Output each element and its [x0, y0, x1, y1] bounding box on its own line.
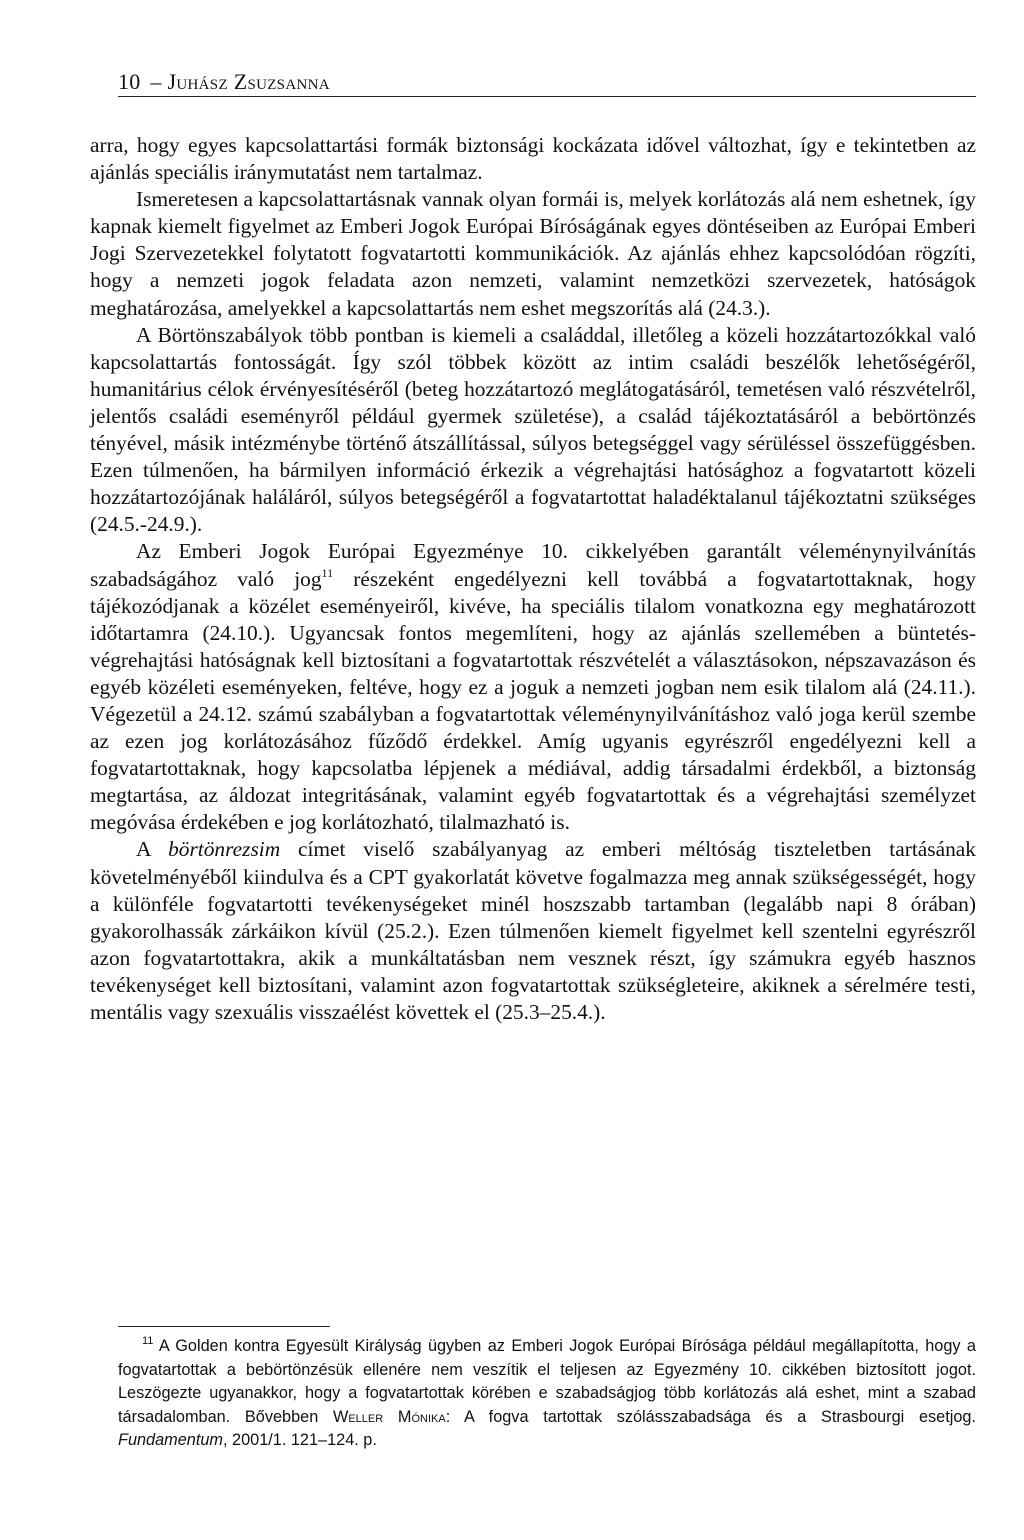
- footnote-divider: [118, 1326, 330, 1327]
- paragraph-3: A Börtönszabályok több pontban is kiemeli a családdal, illetőleg a közeli hozzátartozókkal való kapcsolattartás fontosságát. Így szól többek között az intim családi beszélők lehetőségéről, humanitárius célok érvényesítéséről (beteg hozzátartozó meglátogatásáról, temetésen való részvételről, jelentős családi eseményről például gyermek születése), a család tájékoztatásáról a bebörtönzés tényével, másik intézménybe történő átszállítással, súlyos betegséggel vagy sérüléssel összefüggésben. Ezen túlmenően, ha bármilyen információ érkezik a végrehajtási hatósághoz a fogvatartott közeli hozzátartozójának haláláról, súlyos betegségéről a fogvatartottat haladéktalanul tájékoztatni szükséges (24.5.-24.9.).: [90, 322, 976, 537]
- paragraph-2: Ismeretesen a kapcsolattartásnak vannak olyan formái is, melyek korlátozás alá nem eshetnek, így kapnak kiemelt figyelmet az Emberi Jogok Európai Bíróságának egyes döntéseiben az Európai Emberi Jogi Szervezetekkel folytatott fogvatartotti kommunikációk. Az ajánlás ehhez kapcsolódóan rögzíti, hogy a nemzeti jogok feladata azon nemzeti, valamint nemzetközi szervezetek, hatóságok meghatározása, amelyekkel a kapcsolattartás nem eshet megszorítás alá (24.3.).: [90, 187, 976, 320]
- paragraph-5-start: A: [136, 837, 169, 862]
- main-text: [90, 132, 976, 1026]
- paragraph-1: arra, hogy egyes kapcsolattartási formák biztonsági kockázata idővel változhat, így e tekintetben az ajánlás speciális iránymutatást nem tartalmaz.: [90, 133, 976, 185]
- footnote-marker: 11: [142, 1335, 154, 1347]
- header-author: Juhász Zsuzsanna: [167, 69, 330, 94]
- paragraph-5-rest: címet viselő szabályanyag az emberi méltóság tiszteletben tartásának követelményéből kiindulva és a CPT gyakorlatát követve fogalmazza meg annak szükségességét, hogy a különféle fogvatartotti tevékenységeket minél hoszszabb tartamban (legalább napi 8 órában) gyakorolhassák zárkáikon kívül (25.2.). Ezen túlmenően kiemelt figyelmet kell szentelni egyrészről azon fogvatartottakra, akik a munkáltatásban nem vesznek részt, így számukra egyéb hasznos tevékenységet kell biztosítani, valamint azon fogvatartottak szükségleteire, akiknek a sérelmére testi, mentális vagy szexuális visszaélést követtek el (25.3–25.4.).: [90, 837, 976, 1024]
- footnote-text-start: A Golden kontra Egyesült Királyság ügyben az Emberi Jogok Európai Bírósága például megállapította, hogy a fogvatartottak a bebörtönzésük ellenére nem veszítik el teljesen az Egyezmény 10. cikkében biztosított jogot. Leszögezte ugyanakkor, hogy a fogvatartottak körében e szabadságjog több korlátozás alá eshet, mint a szabad társadalomban. Bővebben: [118, 1337, 976, 1426]
- footnote-journal: Fundamentum: [118, 1431, 223, 1450]
- footnote-author: Weller Mónika: [332, 1407, 446, 1426]
- paragraph-4-start: Az Emberi Jogok Európai Egyezménye 10. cikkelyében garantált véleménynyilvánítás szabadságához való jog: [90, 539, 976, 591]
- paragraph-5: [90, 836, 976, 1026]
- footnote: [118, 1335, 976, 1453]
- header-dash: –: [150, 69, 162, 94]
- footnote-text-middle: : A fogva tartottak szólásszabadsága és a Strasbourgi esetjog.: [445, 1407, 976, 1426]
- footnote-reference: 11: [321, 565, 334, 580]
- running-header: [118, 68, 976, 97]
- paragraph-4: [90, 538, 976, 836]
- page-number: 10: [118, 69, 141, 94]
- paragraph-4-rest: részeként engedélyezni kell továbbá a fogvatartottaknak, hogy tájékozódjanak a közélet eseményeiről, kivéve, ha speciális tilalom vonatkozna egy meghatározott időtartamra (24.10.). Ugyancsak fontos megemlíteni, hogy az ajánlás szellemében a büntetés-végrehajtási hatóságnak kell biztosítani a fogvatartottak részvételét a választásokon, népszavazáson és egyéb közéleti eseményeken, feltéve, hogy ez a joguk a nemzeti jogban nem esik tilalom alá (24.11.). Végezetül a 24.12. számú szabályban a fogvatartottak véleménynyilvánításhoz való joga kerül szembe az ezen jog korlátozásához fűződő érdekkel. Amíg ugyanis egyrészről engedélyezni kell a fogvatartottaknak, hogy kapcsolatba lépjenek a médiával, addig társadalmi érdekből, a biztonság megtartása, az áldozat integritásának, valamint egyéb fogvatartottak és a végrehajtási személyzet megóvása érdekében e jog korlátozható, tilalmazható is.: [90, 566, 976, 835]
- footnote-text-end: , 2001/1. 121–124. p.: [222, 1431, 377, 1450]
- paragraph-5-italic-term: börtönrezsim: [168, 837, 281, 862]
